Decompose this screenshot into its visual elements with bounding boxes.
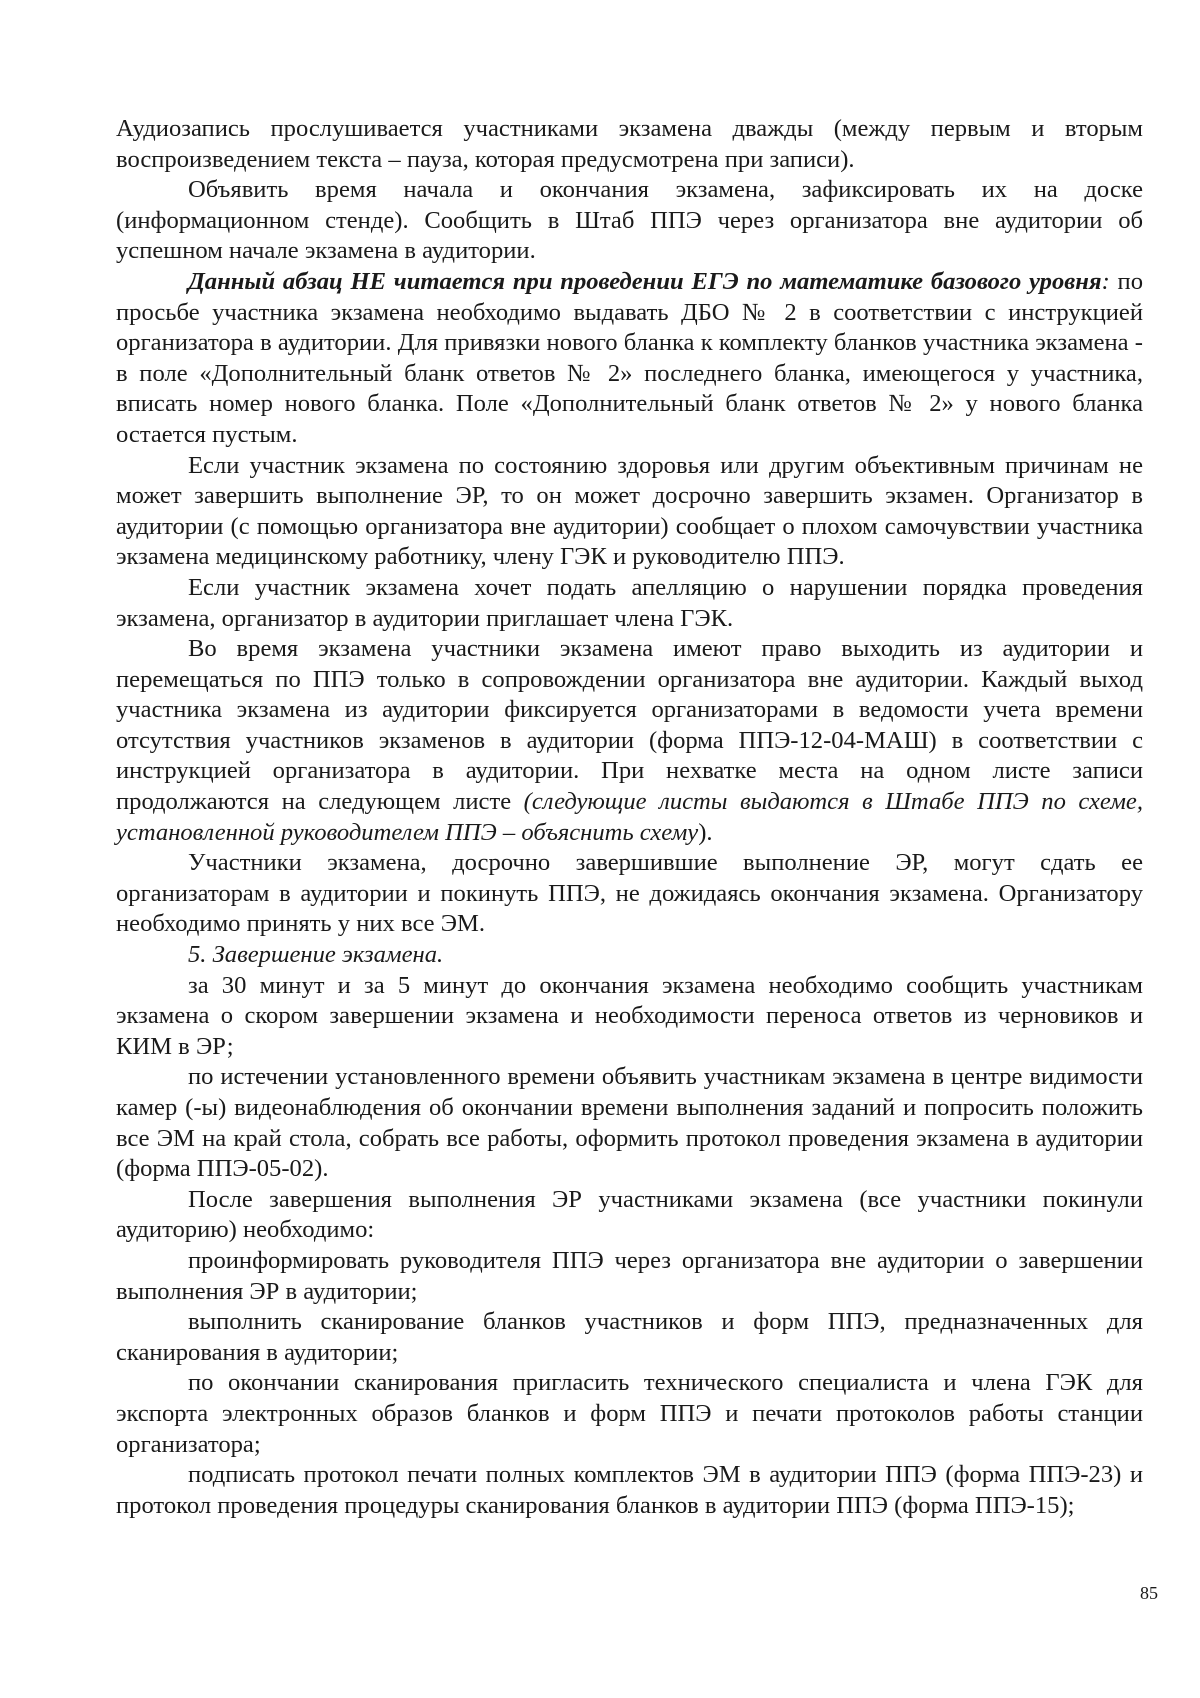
paragraph-text: подписать протокол печати полных комплектов ЭМ в аудитории ППЭ (форма ППЭ-23) и протокол проведения процедуры сканирования бланков в аудитории ППЭ (форма ППЭ-15); — [116, 1461, 1143, 1519]
paragraph-text: Если участник экзамена хочет подать апелляцию о нарушении порядка проведения экзамена, организатор в аудитории приглашает члена ГЭК. — [116, 573, 1143, 632]
paragraph-tail-italic: (следующие листы выдаются в Штабе ППЭ по схеме, установленной руководителем ППЭ – объяснить схему — [116, 788, 1143, 846]
paragraph-text: по просьбе участника экзамена необходимо выдавать ДБО № 2 в соответствии с инструкцией организатора в аудитории. Для привязки нового бланка к комплекту бланков участника экзамена - в поле «Дополнительный бланк ответов № 2» последнего бланка, имеющегося у участника, вписать номер нового бланка. Поле «Дополнительный бланк ответов № 2» у нового бланка остается пустым. — [116, 267, 1143, 448]
paragraph-text: Участники экзамена, досрочно завершившие выполнение ЭР, могут сдать ее организаторам в аудитории и покинуть ППЭ, не дожидаясь окончания экзамена. Организатору необходимо принять у них все ЭМ. — [116, 849, 1143, 938]
paragraph-text: по истечении установленного времени объявить участникам экзамена в центре видимости камер (-ы) видеонаблюдения об окончании времени выполнения заданий и попросить положить все ЭМ на край стола, собрать все работы, оформить протокол проведения экзамена в аудитории (форма ППЭ-05-02). — [116, 1063, 1143, 1183]
paragraph-health-early-finish — [116, 451, 1143, 573]
paragraph-text: Во время экзамена участники экзамена имеют право выходить из аудитории и перемещаться по ППЭ только в сопровождении организатора вне аудитории. Каждый выход участника экзамена из аудитории фиксируется организаторами в ведомости учета времени отсутствия участников экзаменов в аудитории (форма ППЭ-12-04-МАШ) в соответствии с инструкцией организатора в аудитории. При нехватке места на одном листе записи продолжаются на следующем листе — [116, 635, 1143, 816]
paragraph-text: Аудиозапись прослушивается участниками экзамена дважды (между первым и вторым воспроизведением текста – пауза, которая предусмотрена при записи). — [116, 115, 1143, 173]
document-page — [116, 114, 1143, 1521]
paragraph-additional-form — [116, 267, 1143, 451]
paragraph-text: по окончании сканирования пригласить технического специалиста и члена ГЭК для экспорта электронных образов бланков и форм ППЭ и печати протоколов работы станции организатора; — [116, 1369, 1143, 1458]
paragraph-inform-head — [116, 1246, 1143, 1307]
paragraph-announce-time — [116, 175, 1143, 267]
paragraph-tail-text: ). — [698, 818, 713, 846]
paragraph-time-expired — [116, 1062, 1143, 1184]
section-heading-text: 5. Завершение экзамена. — [188, 941, 444, 969]
page-number: 85 — [1140, 1583, 1158, 1603]
paragraph-after-completion — [116, 1185, 1143, 1246]
paragraph-early-submission — [116, 848, 1143, 940]
paragraph-scan-forms — [116, 1307, 1143, 1368]
paragraph-sign-protocol — [116, 1460, 1143, 1521]
paragraph-text: выполнить сканирование бланков участников и форм ППЭ, предназначенных для сканирования в аудитории; — [116, 1308, 1143, 1366]
paragraph-leaving-room — [116, 634, 1143, 848]
section-heading-exam-completion — [116, 940, 1143, 971]
paragraph-appeal — [116, 573, 1143, 634]
paragraph-lead-bold-italic: Данный абзац НЕ читается при проведении ЕГЭ по математике базового уровня — [188, 267, 1102, 295]
paragraph-invite-specialist — [116, 1368, 1143, 1460]
paragraph-audio-playback — [116, 114, 1143, 175]
paragraph-text: проинформировать руководителя ППЭ через организатора вне аудитории о завершении выполнения ЭР в аудитории; — [116, 1246, 1143, 1305]
paragraph-text: за 30 минут и за 5 минут до окончания экзамена необходимо сообщить участникам экзамена о скором завершении экзамена и необходимости переноса ответов из черновиков и КИМ в ЭР; — [116, 971, 1143, 1060]
paragraph-text: Если участник экзамена по состоянию здоровья или другим объективным причинам не может завершить выполнение ЭР, то он может досрочно завершить экзамен. Организатор в аудитории (с помощью организатора вне аудитории) сообщает о плохом самочувствии участника экзамена медицинскому работнику, члену ГЭК и руководителю ППЭ. — [116, 451, 1143, 571]
paragraph-text: Объявить время начала и окончания экзамена, зафиксировать их на доске (информационном стенде). Сообщить в Штаб ППЭ через организатора вне аудитории об успешном начале экзамена в аудитории. — [116, 176, 1143, 265]
paragraph-time-warning — [116, 971, 1143, 1063]
paragraph-text: После завершения выполнения ЭР участниками экзамена (все участники покинули аудиторию) необходимо: — [116, 1185, 1143, 1244]
paragraph-lead-italic: : — [1101, 267, 1110, 295]
